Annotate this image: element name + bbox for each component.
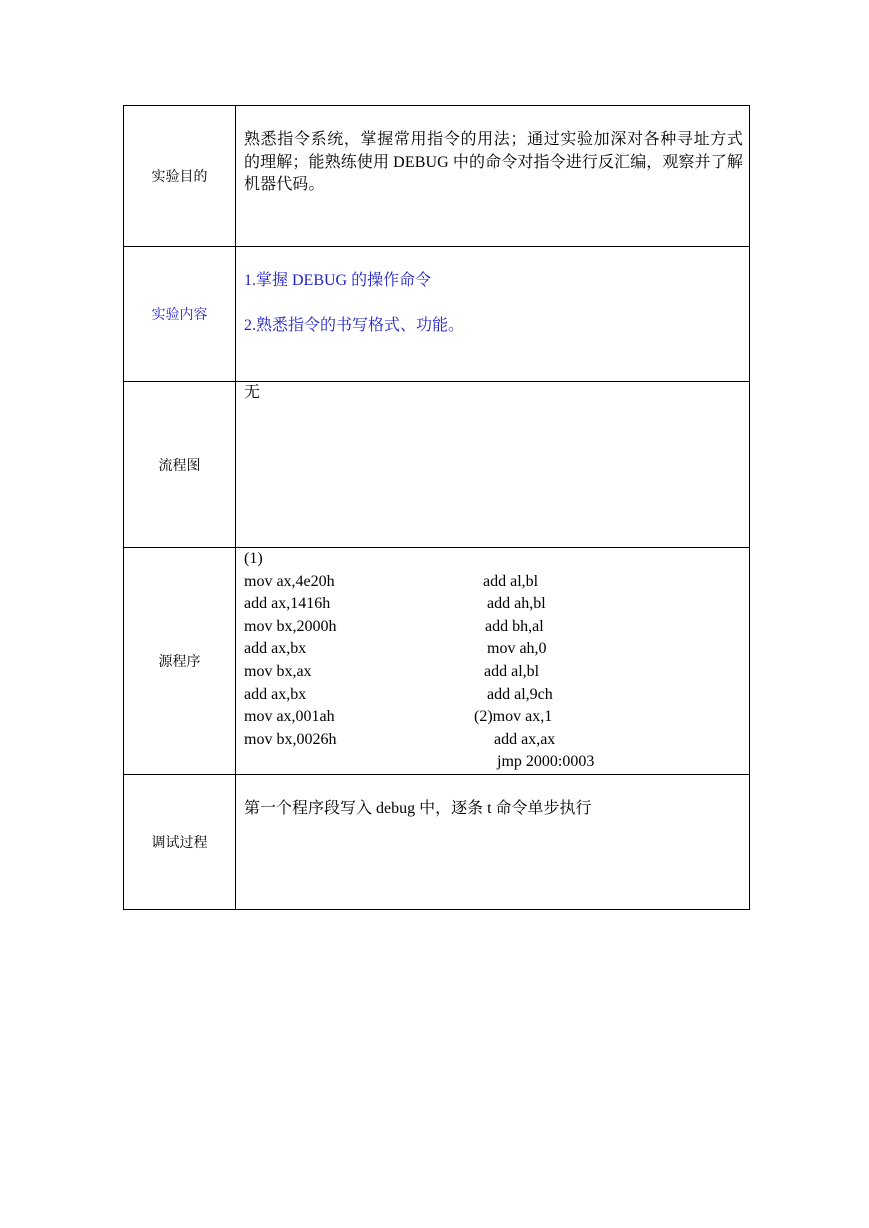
debug-text: 第一个程序段写入 debug 中，逐条 t 命令单步执行 bbox=[244, 800, 592, 817]
source-right-instruction: add ah,bl bbox=[487, 595, 546, 613]
source-right-instruction: add al,bl bbox=[483, 572, 539, 590]
content-item-2: 2.熟悉指令的书写格式、功能。 bbox=[244, 316, 465, 334]
source-line bbox=[244, 661, 743, 684]
row-source bbox=[124, 548, 750, 775]
source-right-instruction: add ax,ax bbox=[494, 730, 556, 748]
source-code-lines bbox=[244, 571, 743, 774]
flow-text: 无 bbox=[244, 384, 261, 401]
purpose-label: 实验目的 bbox=[124, 106, 236, 247]
source-right-instruction: jmp 2000:0003 bbox=[497, 753, 595, 771]
content-cell bbox=[236, 247, 750, 382]
source-right-instruction: mov ah,0 bbox=[487, 640, 547, 658]
source-left-instruction: mov ax,4e20h bbox=[244, 572, 335, 590]
content-label: 实验内容 bbox=[124, 247, 236, 382]
source-cell bbox=[236, 548, 750, 775]
source-left-instruction: add ax,bx bbox=[244, 685, 307, 703]
flow-cell bbox=[236, 382, 750, 548]
row-purpose bbox=[124, 106, 750, 247]
source-left-instruction: mov bx,0026h bbox=[244, 730, 337, 748]
content-item-1: 1.掌握 DEBUG 的操作命令 bbox=[244, 272, 432, 289]
source-header: (1) bbox=[244, 550, 263, 567]
source-left-instruction: mov ax,001ah bbox=[244, 708, 335, 726]
debug-cell bbox=[236, 775, 750, 910]
source-label: 源程序 bbox=[124, 548, 236, 775]
source-left-instruction: add ax,bx bbox=[244, 640, 307, 658]
source-right-instruction: (2)mov ax,1 bbox=[474, 708, 553, 726]
source-line bbox=[244, 616, 743, 639]
row-debug bbox=[124, 775, 750, 910]
source-line bbox=[244, 593, 743, 616]
source-right-instruction: add al,bl bbox=[484, 662, 540, 680]
source-line bbox=[244, 729, 743, 752]
purpose-text: 熟悉指令系统，掌握常用指令的用法；通过实验加深对各种寻址方式的理解；能熟练使用 DEBUG 中的命令对指令进行反汇编，观察并了解机器代码。 bbox=[244, 131, 743, 193]
debug-label: 调试过程 bbox=[124, 775, 236, 910]
source-line bbox=[244, 706, 743, 729]
experiment-report-table bbox=[123, 105, 750, 910]
source-line bbox=[244, 638, 743, 661]
purpose-cell bbox=[236, 106, 750, 247]
row-flow bbox=[124, 382, 750, 548]
source-right-instruction: add bh,al bbox=[485, 617, 544, 635]
source-left-instruction: add ax,1416h bbox=[244, 595, 331, 613]
source-left-instruction: mov bx,2000h bbox=[244, 617, 337, 635]
source-left-instruction: mov bx,ax bbox=[244, 662, 312, 680]
source-line bbox=[244, 751, 743, 774]
source-line bbox=[244, 684, 743, 707]
row-content bbox=[124, 247, 750, 382]
source-right-instruction: add al,9ch bbox=[487, 685, 553, 703]
source-line bbox=[244, 571, 743, 594]
flow-label: 流程图 bbox=[124, 382, 236, 548]
